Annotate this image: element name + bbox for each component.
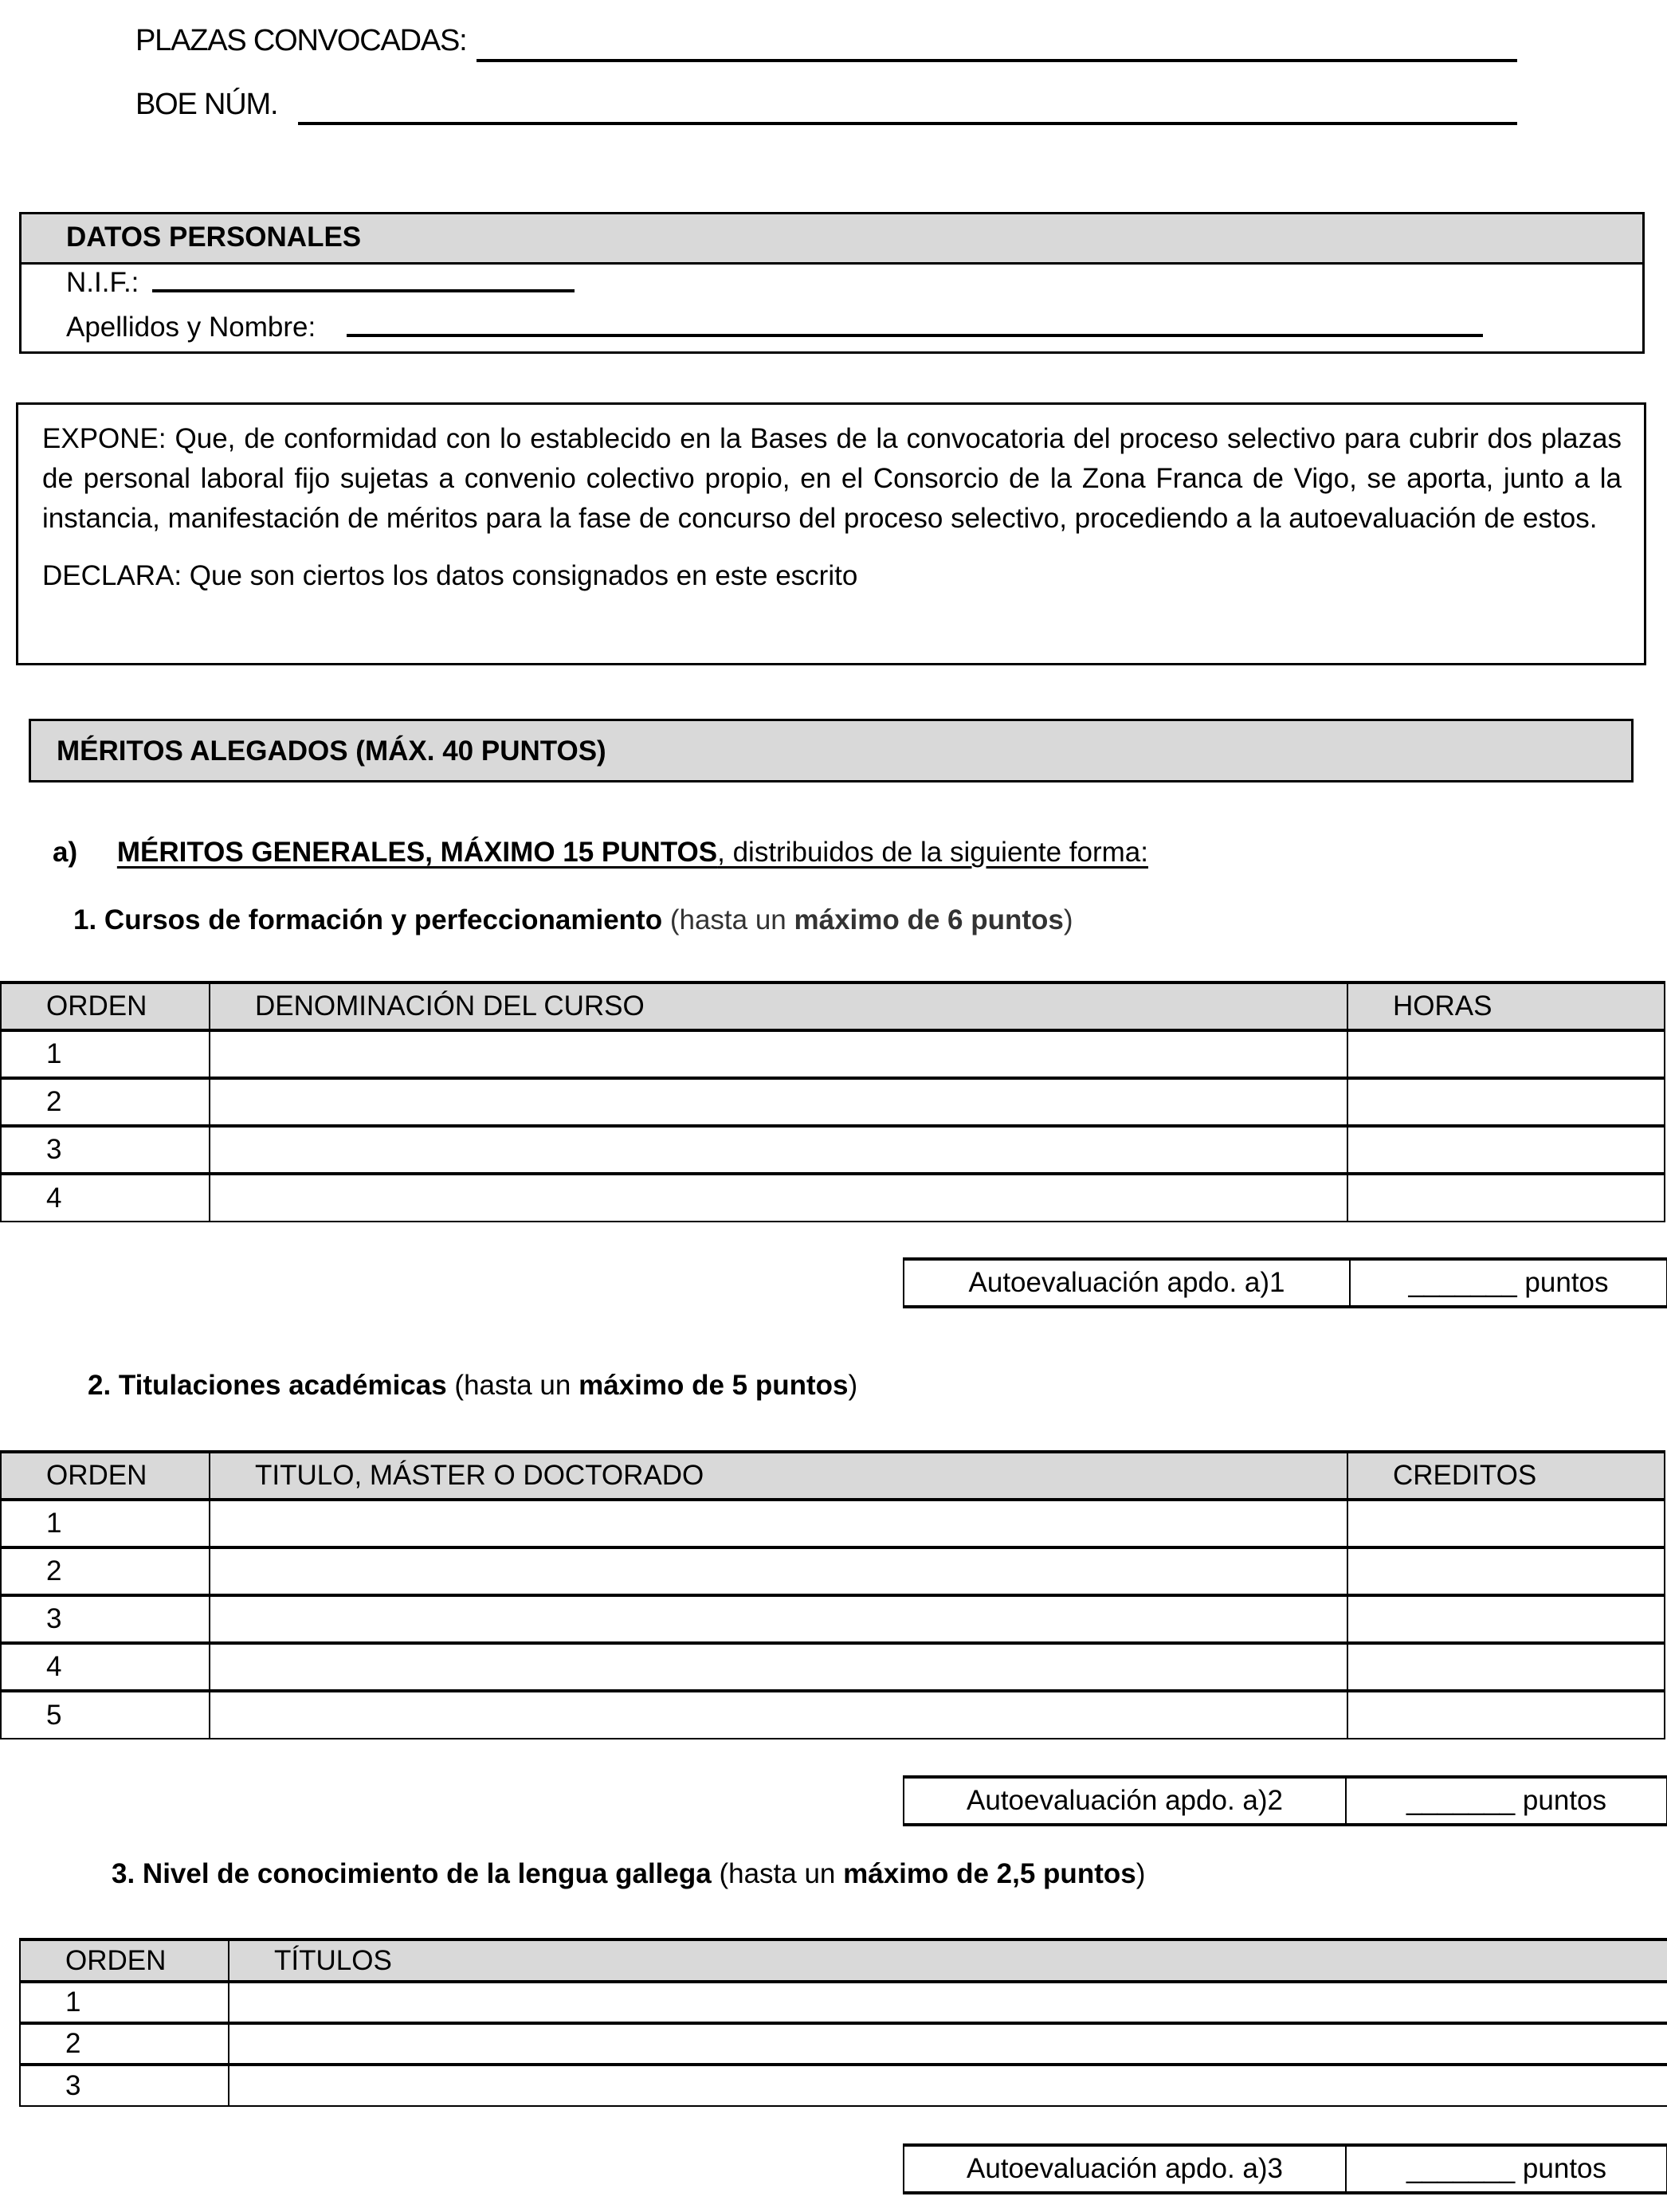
orden-cell: 1 [20, 1982, 229, 2023]
creditos-cell[interactable] [1347, 1500, 1665, 1547]
apellidos-nombre-input[interactable] [347, 334, 1483, 337]
titulo-cell[interactable] [229, 1982, 1667, 2023]
titulo-cell[interactable] [210, 1691, 1347, 1739]
column-header-creditos: CREDITOS [1347, 1452, 1665, 1500]
horas-cell[interactable] [1347, 1174, 1665, 1222]
orden-cell: 4 [1, 1643, 210, 1691]
table-row [1, 1030, 1665, 1078]
cursos-table-header [1, 982, 1665, 1030]
orden-cell: 5 [1, 1691, 210, 1739]
autoeval-a3 [903, 2143, 1667, 2194]
titulaciones-table [0, 1450, 1665, 1739]
nif-input[interactable] [152, 289, 575, 292]
autoeval-a2 [903, 1775, 1667, 1826]
cursos-heading-close: ) [1063, 904, 1073, 935]
column-header-orden: ORDEN [1, 1452, 210, 1500]
creditos-cell[interactable] [1347, 1691, 1665, 1739]
creditos-cell[interactable] [1347, 1643, 1665, 1691]
gallego-heading-open: (hasta un [711, 1858, 844, 1889]
plazas-convocadas-label: PLAZAS CONVOCADAS: [135, 24, 467, 57]
horas-cell[interactable] [1347, 1126, 1665, 1174]
expone-paragraph [42, 419, 1622, 596]
cursos-heading-title: 1. Cursos de formación y perfeccionamiento [73, 904, 663, 935]
expone-text: EXPONE: Que, de conformidad con lo establecido en la Bases de la convocatoria del proceso selectivo para cubrir dos plazas de personal laboral fijo sujetas a convenio colectivo propio, en el Consorcio de la Zona Franca de Vigo, se aporta, junto a la instancia, manifestación de méritos para la fase de concurso del proceso selectivo, procediendo a la autoevaluación de estos. [42, 423, 1622, 534]
meritos-alegados-title: MÉRITOS ALEGADOS (MÁX. 40 PUNTOS) [57, 735, 606, 767]
orden-cell: 3 [20, 2065, 229, 2106]
titulo-cell[interactable] [229, 2023, 1667, 2065]
table-row [1, 1643, 1665, 1691]
table-row [20, 1982, 1667, 2023]
section-a-title [117, 837, 1148, 868]
autoeval-a3-points-input[interactable]: _______ puntos [1346, 2145, 1667, 2193]
orden-cell: 3 [1, 1126, 210, 1174]
orden-cell: 4 [1, 1174, 210, 1222]
titulo-cell[interactable] [210, 1595, 1347, 1643]
cursos-heading-max: máximo de 6 puntos [794, 904, 1064, 935]
gallego-heading-title: 3. Nivel de conocimiento de la lengua gallega [112, 1858, 712, 1889]
section-a-heading [53, 837, 1148, 869]
denominacion-cell[interactable] [210, 1126, 1347, 1174]
table-row [20, 2023, 1667, 2065]
titulo-cell[interactable] [210, 1500, 1347, 1547]
table-row [1, 1691, 1665, 1739]
nif-label: N.I.F.: [66, 267, 139, 298]
meritos-alegados-box [29, 719, 1634, 782]
autoeval-a1 [903, 1257, 1667, 1308]
cursos-heading [73, 904, 1073, 936]
column-header-titulos: TÍTULOS [229, 1939, 1667, 1982]
cursos-heading-open: (hasta un [662, 904, 794, 935]
orden-cell: 2 [20, 2023, 229, 2065]
autoeval-a2-label: Autoevaluación apdo. a)2 [904, 1777, 1346, 1825]
table-row [1, 1500, 1665, 1547]
table-row [1, 1547, 1665, 1595]
declara-text: DECLARA: Que son ciertos los datos consignados en este escrito [42, 560, 858, 591]
table-row [1, 1174, 1665, 1222]
column-header-denominacion: DENOMINACIÓN DEL CURSO [210, 982, 1347, 1030]
orden-cell: 2 [1, 1078, 210, 1126]
titulaciones-heading-open: (hasta un [446, 1370, 579, 1401]
autoeval-a1-label: Autoevaluación apdo. a)1 [904, 1259, 1350, 1307]
column-header-orden: ORDEN [1, 982, 210, 1030]
denominacion-cell[interactable] [210, 1030, 1347, 1078]
plazas-convocadas-field [135, 24, 467, 58]
titulaciones-table-header [1, 1452, 1665, 1500]
gallego-table [19, 1938, 1667, 2107]
boe-num-label: BOE NÚM. [135, 88, 278, 121]
gallego-heading-close: ) [1136, 1858, 1146, 1889]
creditos-cell[interactable] [1347, 1595, 1665, 1643]
table-row [1, 1078, 1665, 1126]
orden-cell: 1 [1, 1500, 210, 1547]
horas-cell[interactable] [1347, 1078, 1665, 1126]
boe-num-field [135, 88, 277, 122]
denominacion-cell[interactable] [210, 1174, 1347, 1222]
plazas-convocadas-input[interactable] [477, 59, 1517, 62]
autoeval-a3-label: Autoevaluación apdo. a)3 [904, 2145, 1346, 2193]
horas-cell[interactable] [1347, 1030, 1665, 1078]
titulo-cell[interactable] [210, 1547, 1347, 1595]
titulaciones-heading-max: máximo de 5 puntos [579, 1370, 849, 1401]
orden-cell: 3 [1, 1595, 210, 1643]
expone-box [16, 402, 1646, 665]
apellidos-nombre-label: Apellidos y Nombre: [66, 312, 316, 343]
denominacion-cell[interactable] [210, 1078, 1347, 1126]
datos-personales-title: DATOS PERSONALES [66, 222, 362, 253]
titulaciones-heading [88, 1370, 857, 1402]
titulo-cell[interactable] [229, 2065, 1667, 2106]
table-row [20, 2065, 1667, 2106]
section-a-title-rest: , distribuidos de la siguiente forma: [717, 837, 1148, 868]
table-row [1, 1126, 1665, 1174]
titulo-cell[interactable] [210, 1643, 1347, 1691]
boe-num-input[interactable] [298, 122, 1517, 125]
autoeval-a2-points-input[interactable]: _______ puntos [1346, 1777, 1667, 1825]
column-header-orden: ORDEN [20, 1939, 229, 1982]
column-header-titulo: TITULO, MÁSTER O DOCTORADO [210, 1452, 1347, 1500]
titulaciones-heading-title: 2. Titulaciones académicas [88, 1370, 447, 1401]
column-header-horas: HORAS [1347, 982, 1665, 1030]
datos-personales-box [19, 212, 1645, 354]
orden-cell: 1 [1, 1030, 210, 1078]
creditos-cell[interactable] [1347, 1547, 1665, 1595]
autoeval-a1-points-input[interactable]: _______ puntos [1350, 1259, 1667, 1307]
gallego-heading [112, 1858, 1145, 1890]
titulaciones-heading-close: ) [848, 1370, 858, 1401]
datos-personales-header [22, 214, 1642, 265]
table-row [1, 1595, 1665, 1643]
section-a-marker: a) [53, 837, 78, 868]
gallego-table-header [20, 1939, 1667, 1982]
section-a-title-bold: MÉRITOS GENERALES, MÁXIMO 15 PUNTOS [116, 837, 718, 868]
cursos-table [0, 981, 1665, 1222]
orden-cell: 2 [1, 1547, 210, 1595]
gallego-heading-max: máximo de 2,5 puntos [843, 1858, 1136, 1889]
